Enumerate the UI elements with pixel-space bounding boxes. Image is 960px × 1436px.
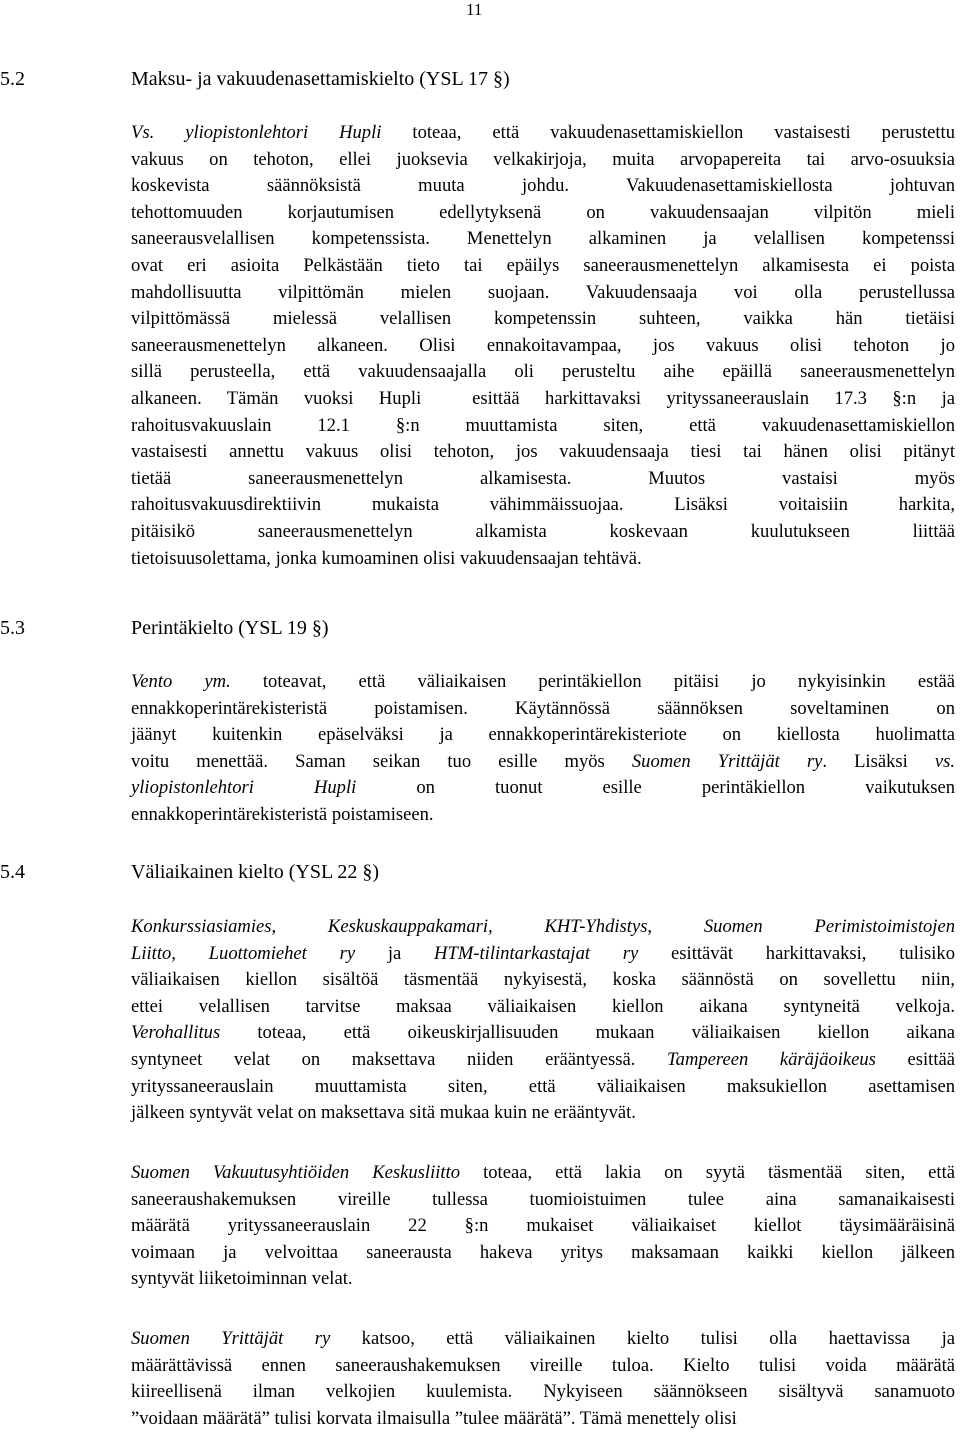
italic-text: Liitto, Luottomiehet ry bbox=[131, 942, 356, 964]
text-line bbox=[131, 1326, 955, 1353]
text-line bbox=[131, 941, 955, 968]
text-line bbox=[131, 413, 955, 440]
text-line bbox=[131, 1353, 955, 1380]
italic-text: Suomen Vakuutusyhtiöiden Keskusliitto bbox=[131, 1162, 461, 1183]
text-run: voimaan ja velvoittaa saneerausta hakeva yritys maksamaan kaikki kiellon jälkeen bbox=[131, 1241, 955, 1263]
text-run: ettei velallisen tarvitse maksaa väliaikaisen kiellon aikana syntyneitä velkoja. bbox=[131, 995, 955, 1017]
text-line bbox=[131, 359, 955, 386]
text-run: vakuus on tehoton, ellei juoksevia velkakirjoja, muita arvopapereita tai arvo-osuuksia bbox=[131, 148, 955, 170]
text-line bbox=[131, 1100, 955, 1127]
section-5-3-body bbox=[131, 669, 955, 829]
text-run: toteavat, että väliaikaisen perintäkiellon pitäisi jo nykyisinkin estää bbox=[230, 671, 955, 692]
text-run: toteaa, että oikeuskirjallisuuden mukaan väliaikaisen kiellon aikana bbox=[220, 1022, 955, 1044]
text-run: . Lisäksi bbox=[822, 750, 935, 772]
text-run: sillä perusteella, että vakuudensaajalla oli perusteltu aihe epäillä saneerausmenettelyn bbox=[131, 361, 955, 383]
text-run: rahoitusvakuusdirektiivin mukaista vähimmäissuojaa. Lisäksi voitaisiin harkita, bbox=[131, 494, 955, 516]
text-run: ”voidaan määrätä” tulisi korvata ilmaisulla ”tulee määrätä”. Tämä menettely olisi bbox=[131, 1407, 737, 1429]
italic-text: Verohallitus bbox=[131, 1022, 221, 1044]
text-run: syntyneet velat on maksettava niiden erääntyessä. bbox=[131, 1048, 668, 1070]
text-line bbox=[131, 696, 955, 723]
text-run: alkaneen. Tämän vuoksi Hupli esittää harkittavaksi yrityssaneerauslain 17.3 §:n ja bbox=[131, 387, 955, 409]
text-run: ennakkoperintärekisteristä poistamisen. Käytännössä säännöksen soveltaminen on bbox=[131, 697, 955, 719]
text-line bbox=[131, 1187, 955, 1214]
text-run: vilpittömässä mielessä velallisen kompetenssin suhteen, vaikka hän tietäisi bbox=[131, 308, 955, 330]
text-line bbox=[131, 546, 955, 573]
text-line bbox=[131, 1406, 955, 1433]
text-run: toteaa, että vakuudenasettamiskiellon vastaisesti perustettu bbox=[381, 122, 955, 143]
italic-text: Vento ym. bbox=[131, 671, 231, 692]
italic-text: yliopistonlehtori Hupli bbox=[131, 777, 357, 799]
text-line bbox=[131, 147, 955, 174]
italic-text: HTM-tilintarkastajat ry bbox=[434, 942, 639, 964]
text-run: jälkeen syntyvät velat on maksettava sitä mukaa kuin ne erääntyvät. bbox=[131, 1102, 636, 1124]
text-run: rahoitusvakuuslain 12.1 §:n muuttamista siten, että vakuudenasettamiskiellon bbox=[131, 414, 955, 436]
text-run: voitu menettää. Saman seikan tuo esille myös bbox=[131, 750, 632, 772]
text-run: esittävät harkittavaksi, tulisiko bbox=[638, 942, 956, 964]
section-title: Perintäkielto (YSL 19 §) bbox=[131, 617, 329, 639]
italic-text: Tampereen käräjäoikeus bbox=[667, 1048, 876, 1070]
section-title: Maksu- ja vakuudenasettamiskielto (YSL 17 §) bbox=[131, 68, 510, 90]
text-line bbox=[131, 1047, 955, 1074]
text-run: vastaisesti annettu vakuus olisi tehoton, jos vakuudensaaja tiesi tai hänen olisi pitänyt bbox=[131, 441, 955, 463]
text-line bbox=[131, 306, 955, 333]
text-run: pitäisikö saneerausmenettelyn alkamista koskevaan kuulutukseen liittää bbox=[131, 520, 955, 542]
text-line bbox=[131, 466, 955, 493]
text-line bbox=[131, 519, 955, 546]
section-5-4-paragraph-2 bbox=[131, 1160, 955, 1293]
section-title: Väliaikainen kielto (YSL 22 §) bbox=[131, 861, 380, 883]
section-5-2-body bbox=[131, 120, 955, 572]
text-line bbox=[131, 120, 955, 147]
text-line bbox=[131, 1213, 955, 1240]
text-line bbox=[131, 1160, 955, 1187]
text-line bbox=[131, 492, 955, 519]
section-number: 5.2 bbox=[0, 68, 25, 90]
italic-text: Suomen Yrittäjät ry bbox=[631, 750, 823, 772]
text-line bbox=[131, 669, 955, 696]
text-run: mahdollisuutta vilpittömän mielen suojaan. Vakuudensaaja voi olla perustellussa bbox=[131, 281, 955, 303]
text-line bbox=[131, 1240, 955, 1267]
text-line bbox=[131, 1020, 955, 1047]
text-line bbox=[131, 280, 955, 307]
text-line bbox=[131, 722, 955, 749]
text-run: saneerausmenettelyn alkaneen. Olisi ennakoitavampaa, jos vakuus olisi tehoton jo bbox=[131, 334, 955, 356]
text-line bbox=[131, 200, 955, 227]
page-number: 11 bbox=[466, 0, 483, 19]
text-run: tietää saneerausmenettelyn alkamisesta. Muutos vastaisi myös bbox=[131, 467, 955, 489]
text-run: koskevista säännöksistä muuta johdu. Vakuudenasettamiskiellosta johtuvan bbox=[131, 175, 955, 197]
text-line bbox=[131, 802, 955, 829]
text-run: ja bbox=[355, 942, 435, 964]
text-line bbox=[131, 439, 955, 466]
text-line bbox=[131, 333, 955, 360]
text-line bbox=[131, 914, 955, 941]
section-number: 5.4 bbox=[0, 861, 25, 883]
text-run: on tuonut esille perintäkiellon vaikutuksen bbox=[356, 777, 955, 799]
text-line bbox=[131, 1266, 955, 1293]
text-line bbox=[131, 226, 955, 253]
section-5-4-paragraph-1 bbox=[131, 914, 955, 1127]
text-run: kiireellisenä ilman velkojien kuulemista. Nykyiseen säännökseen sisältyvä sanamuoto bbox=[131, 1381, 955, 1403]
text-run: saneeraushakemuksen vireille tullessa tuomioistuimen tulee aina samanaikaisesti bbox=[131, 1188, 955, 1210]
text-line bbox=[131, 386, 955, 413]
italic-text: vs. bbox=[934, 750, 955, 772]
text-run: määrätä yrityssaneerauslain 22 §:n mukaiset väliaikaiset kiellot täysimääräisinä bbox=[131, 1215, 955, 1237]
text-run: syntyvät liiketoiminnan velat. bbox=[131, 1268, 353, 1290]
text-run: ennakkoperintärekisteristä poistamiseen. bbox=[131, 803, 434, 825]
text-line bbox=[131, 967, 955, 994]
text-run: määrättävissä ennen saneeraushakemuksen vireille tuloa. Kielto tulisi voida määrätä bbox=[131, 1354, 955, 1376]
text-line bbox=[131, 253, 955, 280]
text-line bbox=[131, 173, 955, 200]
text-run: väliaikaisen kiellon sisältöä täsmentää nykyisestä, koska säännöstä on sovellettu niin, bbox=[131, 969, 955, 991]
text-run: yrityssaneerauslain muuttamista siten, että väliaikaisen maksukiellon asettamisen bbox=[131, 1075, 955, 1097]
section-number: 5.3 bbox=[0, 617, 25, 639]
text-line bbox=[131, 749, 955, 776]
text-run: ovat eri asioita Pelkästään tieto tai epäilys saneerausmenettelyn alkamisesta ei poista bbox=[131, 254, 955, 276]
text-run: esittää bbox=[875, 1048, 956, 1070]
text-run: tietoisuusolettama, jonka kumoaminen olisi vakuudensaajan tehtävä. bbox=[131, 547, 642, 569]
italic-text: Vs. yliopistonlehtori Hupli bbox=[131, 122, 382, 143]
italic-text: Konkurssiasiamies, Keskuskauppakamari, KHT-Yhdistys, Suomen Perimistoimistojen bbox=[131, 916, 955, 937]
text-line bbox=[131, 994, 955, 1021]
text-line bbox=[131, 1379, 955, 1406]
text-run: katsoo, että väliaikainen kielto tulisi olla haettavissa ja bbox=[330, 1328, 956, 1349]
text-run: saneerausvelallisen kompetenssista. Menettelyn alkaminen ja velallisen kompetenssi bbox=[131, 228, 955, 250]
text-line bbox=[131, 775, 955, 802]
italic-text: Suomen Yrittäjät ry bbox=[131, 1328, 331, 1349]
text-line bbox=[131, 1074, 955, 1101]
text-run: tehottomuuden korjautumisen edellytyksenä on vakuudensaajan vilpitön mieli bbox=[131, 201, 955, 223]
text-run: jäänyt kuitenkin epäselväksi ja ennakkoperintärekisteriote on kiellosta huolimatta bbox=[131, 724, 955, 746]
section-5-4-paragraph-3 bbox=[131, 1326, 955, 1432]
text-run: toteaa, että lakia on syytä täsmentää siten, että bbox=[460, 1162, 955, 1183]
